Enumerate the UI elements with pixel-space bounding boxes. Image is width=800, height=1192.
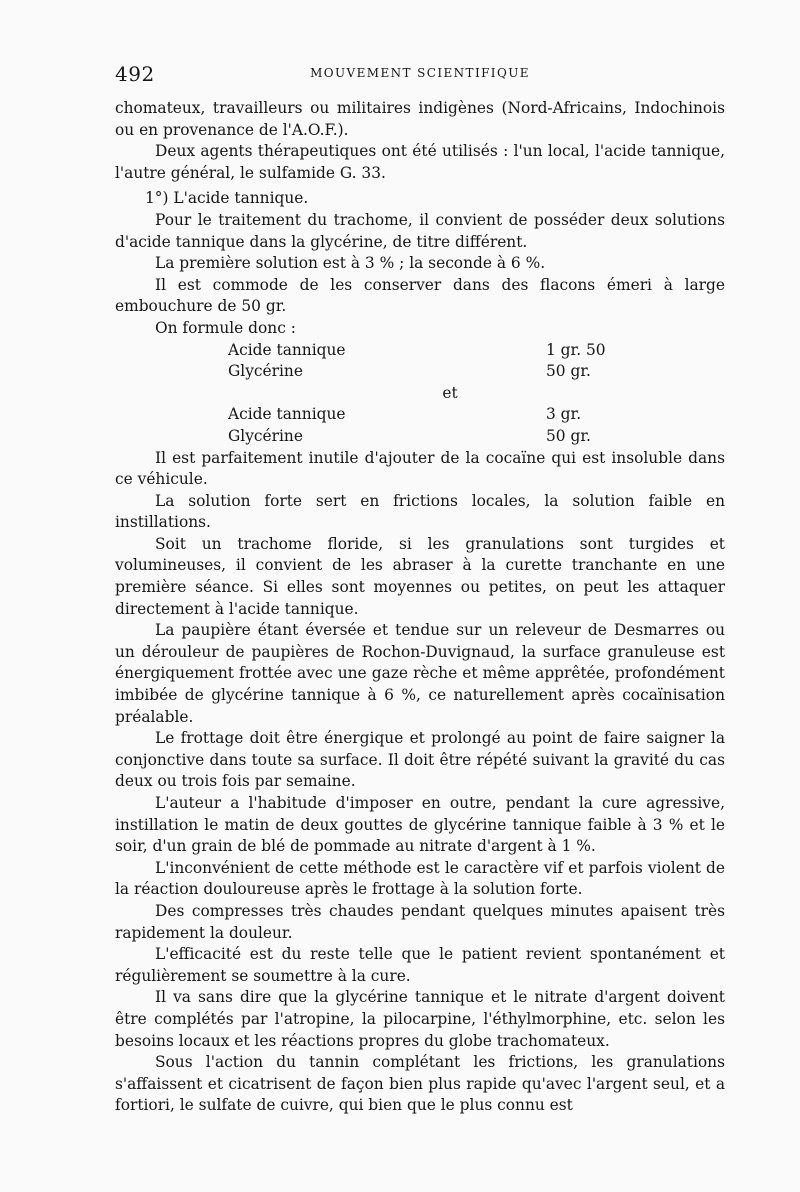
paragraph: Des compresses très chaudes pendant quelques minutes apaisent très rapidement la douleur.: [115, 901, 725, 942]
prescription-formula: [115, 340, 725, 448]
paragraph: L'auteur a l'habitude d'imposer en outre, pendant la cure agressive, instillation le matin de deux gouttes de glycérine tannique faible à 3 % et le soir, d'un grain de blé de pommade au nitrate d'argent à 1 %.: [115, 794, 725, 856]
paragraph: Il est commode de les conserver dans des flacons émeri à large embouchure de 50 gr.: [115, 275, 725, 316]
paragraph: Soit un trachome floride, si les granulations sont turgides et volumineuses, il convient de les abraser à la curette tranchante en une première séance. Si elles sont moyennes ou petites, on peut les attaquer directement à l'acide tannique.: [115, 534, 725, 618]
paragraph: La première solution est à 3 % ; la seconde à 6 %.: [155, 254, 546, 273]
paragraph-continues: Sous l'action du tannin complétant les frictions, les granulations s'affaissent et cicatrisent de façon bien plus rapide qu'avec l'argent seul, et a fortiori, le sulfate de cuivre, qui bien que le plus connu est: [115, 1053, 725, 1115]
formula-row: [115, 340, 725, 362]
paragraph: La paupière étant éversée et tendue sur un releveur de Desmarres ou un dérouleur de paupières de Rochon-Duvignaud, la surface granuleuse est énergiquement frottée avec une gaze rèche et même apprêtée, profondément imbibée de glycérine tannique à 6 %, ce naturellement après cocaïnisation préalable.: [115, 621, 725, 726]
page-number: 492: [115, 62, 155, 86]
page-header: [115, 62, 725, 88]
paragraph: Deux agents thérapeutiques ont été utilisés : l'un local, l'acide tannique, l'autre général, le sulfamide G. 33.: [115, 142, 725, 182]
paragraph: L'inconvénient de cette méthode est le caractère vif et parfois violent de la réaction douloureuse après le frottage à la solution forte.: [115, 858, 725, 899]
paragraph: Pour le traitement du trachome, il convient de posséder deux solutions d'acide tannique dans la glycérine, de titre différent.: [115, 210, 725, 251]
running-head: MOUVEMENT SCIENTIFIQUE: [310, 66, 530, 80]
formula-separator: et: [442, 383, 458, 402]
formula-row: [115, 426, 725, 448]
formula-quantity: 3 gr.: [546, 405, 582, 424]
formula-quantity: 50 gr.: [546, 362, 591, 381]
paragraph: Le frottage doit être énergique et prolongé au point de faire saigner la conjonctive dans toute sa surface. Il doit être répété suivant la gravité du cas deux ou trois fois par semaine.: [115, 729, 725, 791]
section-heading: 1°) L'acide tannique.: [145, 189, 309, 208]
formula-ingredient: Acide tannique: [228, 340, 346, 359]
formula-row: [115, 361, 725, 383]
formula-quantity: 50 gr.: [546, 426, 591, 445]
paragraph: L'efficacité est du reste telle que le patient revient spontanément et régulièrement se soumettre à la cure.: [115, 945, 725, 985]
formula-row: [115, 404, 725, 426]
paragraph: Il va sans dire que la glycérine tannique et le nitrate d'argent doivent être complétés par l'atropine, la pilocarpine, l'éthylmorphine, etc. selon les besoins locaux et les réactions propres du globe trachomateux.: [115, 988, 725, 1050]
paragraph: La solution forte sert en frictions locales, la solution faible en instillations.: [115, 491, 725, 532]
formula-ingredient: Glycérine: [228, 426, 303, 445]
paragraph-continued: chomateux, travailleurs ou militaires indigènes (Nord-Africains, Indochinois ou en provenance de l'A.O.F.).: [115, 99, 725, 139]
formula-ingredient: Acide tannique: [228, 405, 346, 424]
formula-quantity: 1 gr. 50: [546, 340, 606, 359]
book-page: [115, 62, 725, 1117]
paragraph: Il est parfaitement inutile d'ajouter de la cocaïne qui est insoluble dans ce véhicule.: [115, 448, 725, 489]
paragraph: On formule donc :: [155, 318, 296, 337]
page-body: [115, 98, 725, 1117]
formula-ingredient: Glycérine: [228, 362, 303, 381]
